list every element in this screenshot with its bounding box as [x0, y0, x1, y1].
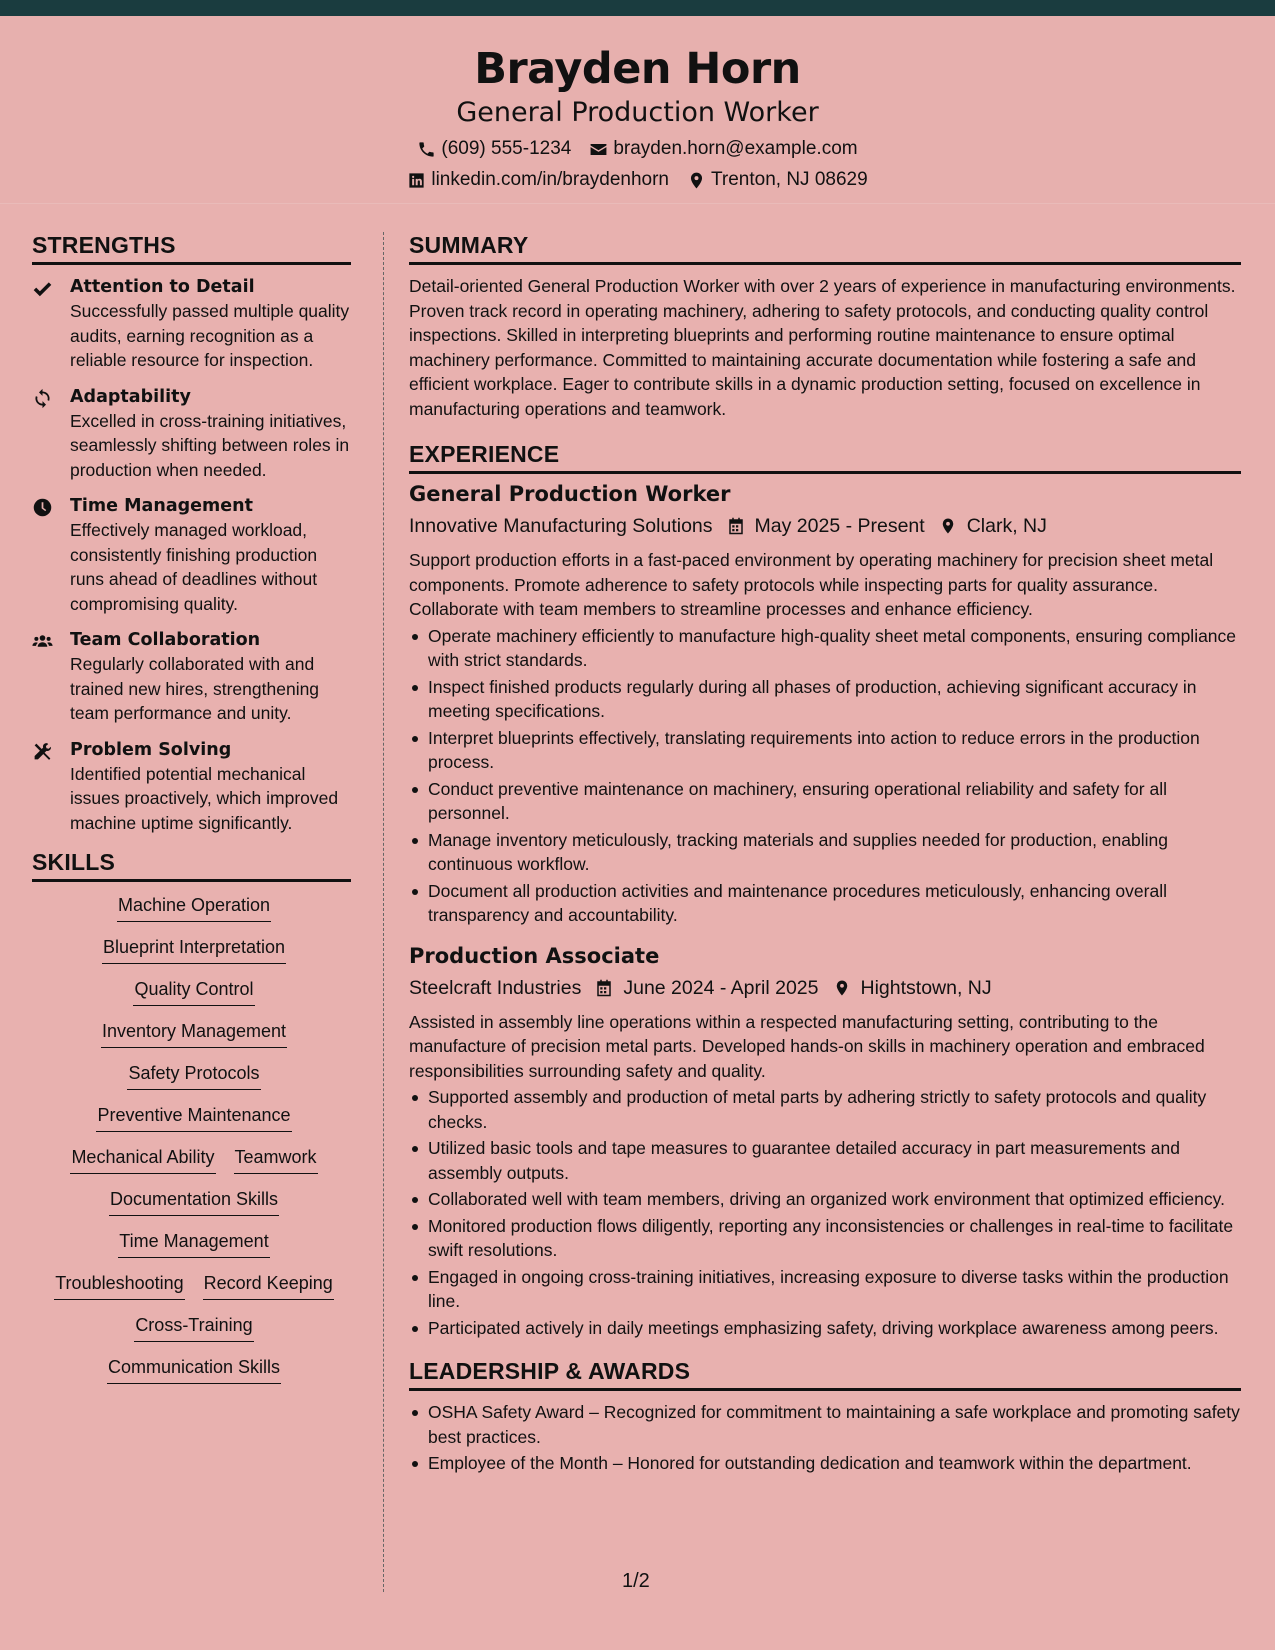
- skill-tag: Machine Operation: [117, 892, 271, 922]
- summary-heading: SUMMARY: [409, 230, 1241, 265]
- tools-icon: [32, 741, 53, 762]
- strength-title: Time Management: [70, 496, 253, 516]
- map-pin-icon: [833, 978, 851, 998]
- skill-tag: Time Management: [118, 1228, 269, 1258]
- summary-section: [409, 230, 1241, 421]
- leadership-heading: LEADERSHIP & AWARDS: [409, 1356, 1241, 1391]
- strength-item: [32, 628, 351, 726]
- left-column: [32, 230, 351, 1384]
- job-title: Production Associate: [409, 943, 660, 968]
- skill-tag: Quality Control: [133, 976, 254, 1006]
- strengths-heading: STRENGTHS: [32, 230, 351, 265]
- list-item: Participated actively in daily meetings emphasizing safety, driving workplace awareness among peers.: [409, 1316, 1241, 1341]
- list-item: Utilized basic tools and tape measures to guarantee detailed accuracy in part measurements and assembly outputs.: [409, 1136, 1241, 1185]
- list-item: Employee of the Month – Honored for outstanding dedication and teamwork within the department.: [409, 1451, 1241, 1476]
- strength-item: [32, 738, 351, 836]
- linkedin-text: linkedin.com/in/braydenhorn: [431, 169, 669, 190]
- strength-title: Team Collaboration: [70, 630, 261, 650]
- page-number: 1/2: [622, 1570, 650, 1592]
- contact-row-2: [0, 166, 1275, 194]
- job-location: Clark, NJ: [966, 515, 1047, 537]
- phone-icon: [417, 140, 436, 159]
- candidate-name: Brayden Horn: [474, 44, 801, 94]
- strength-desc: Effectively managed workload, consistently finishing production runs ahead of deadlines without compromising quality.: [70, 520, 318, 614]
- strength-title: Adaptability: [70, 386, 191, 407]
- job-bullets: [409, 1085, 1241, 1340]
- job-company: Steelcraft Industries: [409, 976, 582, 999]
- linkedin-icon: [407, 171, 426, 190]
- strength-item: [32, 385, 351, 483]
- skill-tag: Cross-Training: [134, 1312, 253, 1342]
- job-description: Support production efforts in a fast-paced environment by operating machinery for precision sheet metal components. Promote adherence to safety protocols while inspecting parts for quality assurance. Collaborate with team members to streamline processes and enhance efficiency.: [409, 550, 1214, 619]
- skill-tag: Record Keeping: [203, 1270, 334, 1300]
- job-entry: [409, 942, 1241, 1341]
- list-item: Engaged in ongoing cross-training initiatives, increasing exposure to diverse tasks within the production line.: [409, 1265, 1241, 1314]
- clock-icon: [32, 497, 53, 518]
- map-pin-icon: [939, 516, 957, 536]
- strength-desc: Identified potential mechanical issues proactively, which improved machine uptime significantly.: [70, 763, 339, 833]
- location-text: Trenton, NJ 08629: [710, 169, 868, 190]
- skill-tag: Inventory Management: [101, 1018, 287, 1048]
- list-item: Manage inventory meticulously, tracking materials and supplies needed for production, enabling continuous workflow.: [409, 828, 1241, 877]
- users-icon: [32, 631, 53, 652]
- leadership-section: [409, 1356, 1241, 1476]
- job-company: Innovative Manufacturing Solutions: [409, 515, 713, 537]
- job-title: General Production Worker: [409, 482, 731, 506]
- leadership-list: [409, 1400, 1241, 1476]
- skills-heading: SKILLS: [32, 847, 351, 882]
- job-entry: [409, 480, 1241, 928]
- job-dates: May 2025 - Present: [754, 515, 925, 537]
- list-item: Supported assembly and production of metal parts by adhering strictly to safety protocols and quality checks.: [409, 1085, 1241, 1134]
- skill-tag: Communication Skills: [107, 1354, 281, 1384]
- list-item: Monitored production flows diligently, reporting any inconsistencies or challenges in real-time to facilitate swift resolutions.: [409, 1214, 1241, 1263]
- check-icon: [32, 278, 53, 299]
- skill-tag: Troubleshooting: [54, 1270, 184, 1300]
- strength-desc: Excelled in cross-training initiatives, seamlessly shifting between roles in production when needed.: [70, 410, 350, 480]
- skills-section: [32, 847, 351, 1384]
- skill-tag: Mechanical Ability: [70, 1144, 215, 1174]
- candidate-title: General Production Worker: [456, 97, 819, 128]
- skill-tag: Blueprint Interpretation: [102, 934, 286, 964]
- list-item: Operate machinery efficiently to manufacture high-quality sheet metal components, ensuring compliance with strict standards.: [409, 624, 1241, 673]
- contact-location: [687, 166, 868, 194]
- right-column: [409, 230, 1241, 1478]
- strengths-section: [32, 230, 351, 835]
- skills-list: [32, 892, 351, 1384]
- contact-linkedin[interactable]: [407, 166, 669, 194]
- list-item: Collaborated well with team members, driving an organized work environment that optimized efficiency.: [409, 1187, 1241, 1212]
- map-pin-icon: [687, 171, 706, 190]
- experience-heading: EXPERIENCE: [409, 439, 1241, 474]
- list-item: OSHA Safety Award – Recognized for commitment to maintaining a safe workplace and promoting safety best practices.: [409, 1400, 1241, 1449]
- contact-row-1: [0, 135, 1275, 163]
- job-location: Hightstown, NJ: [860, 976, 992, 999]
- job-meta: [409, 511, 1241, 541]
- strength-title: Problem Solving: [70, 739, 232, 760]
- experience-section: [409, 439, 1241, 1340]
- summary-text: Detail-oriented General Production Worker with over 2 years of experience in manufacturing environments. Proven track record in operating machinery, adhering to safety protocols, and conducting quality control inspections. Skilled in interpreting blueprints and performing routine maintenance to ensure optimal machinery performance. Committed to maintaining accurate documentation while fostering a safe and efficient workplace. Eager to contribute skills in a dynamic production setting, focused on excellence in manufacturing operations and teamwork.: [409, 276, 1236, 419]
- list-item: Interpret blueprints effectively, translating requirements into action to reduce errors in the production process.: [409, 726, 1241, 775]
- job-bullets: [409, 624, 1241, 928]
- sync-icon: [32, 388, 53, 409]
- calendar-icon: [727, 516, 745, 536]
- contact-email[interactable]: [589, 135, 857, 163]
- list-item: Conduct preventive maintenance on machinery, ensuring operational reliability and safety for all personnel.: [409, 777, 1241, 826]
- job-meta: [409, 973, 1241, 1003]
- calendar-icon: [595, 978, 613, 998]
- strength-desc: Regularly collaborated with and trained new hires, strengthening team performance and unity.: [70, 654, 320, 723]
- strength-item: [32, 275, 351, 373]
- column-divider: [383, 232, 384, 1592]
- list-item: Document all production activities and maintenance procedures meticulously, enhancing overall transparency and accountability.: [409, 879, 1241, 928]
- list-item: Inspect finished products regularly during all phases of production, achieving significant accuracy in meeting specifications.: [409, 675, 1241, 724]
- strengths-list: [32, 275, 351, 835]
- strength-desc: Successfully passed multiple quality audits, earning recognition as a reliable resource for inspection.: [70, 301, 350, 370]
- envelope-icon: [589, 140, 608, 159]
- resume-header: [0, 16, 1275, 204]
- job-description: Assisted in assembly line operations within a respected manufacturing setting, contributing to the manufacture of precision metal parts. Developed hands-on skills in machinery operation and embraced responsibilities surrounding safety and quality.: [409, 1011, 1205, 1081]
- strength-title: Attention to Detail: [70, 277, 255, 297]
- strength-item: [32, 494, 351, 616]
- skill-tag: Preventive Maintenance: [96, 1102, 291, 1132]
- skill-tag: Safety Protocols: [127, 1060, 260, 1090]
- job-dates: June 2024 - April 2025: [623, 976, 819, 999]
- top-accent-bar: [0, 0, 1275, 16]
- email-text: brayden.horn@example.com: [613, 138, 858, 159]
- skill-tag: Teamwork: [234, 1144, 318, 1174]
- skill-tag: Documentation Skills: [109, 1186, 279, 1216]
- contact-phone: [417, 135, 571, 163]
- phone-text: (609) 555-1234: [441, 138, 572, 159]
